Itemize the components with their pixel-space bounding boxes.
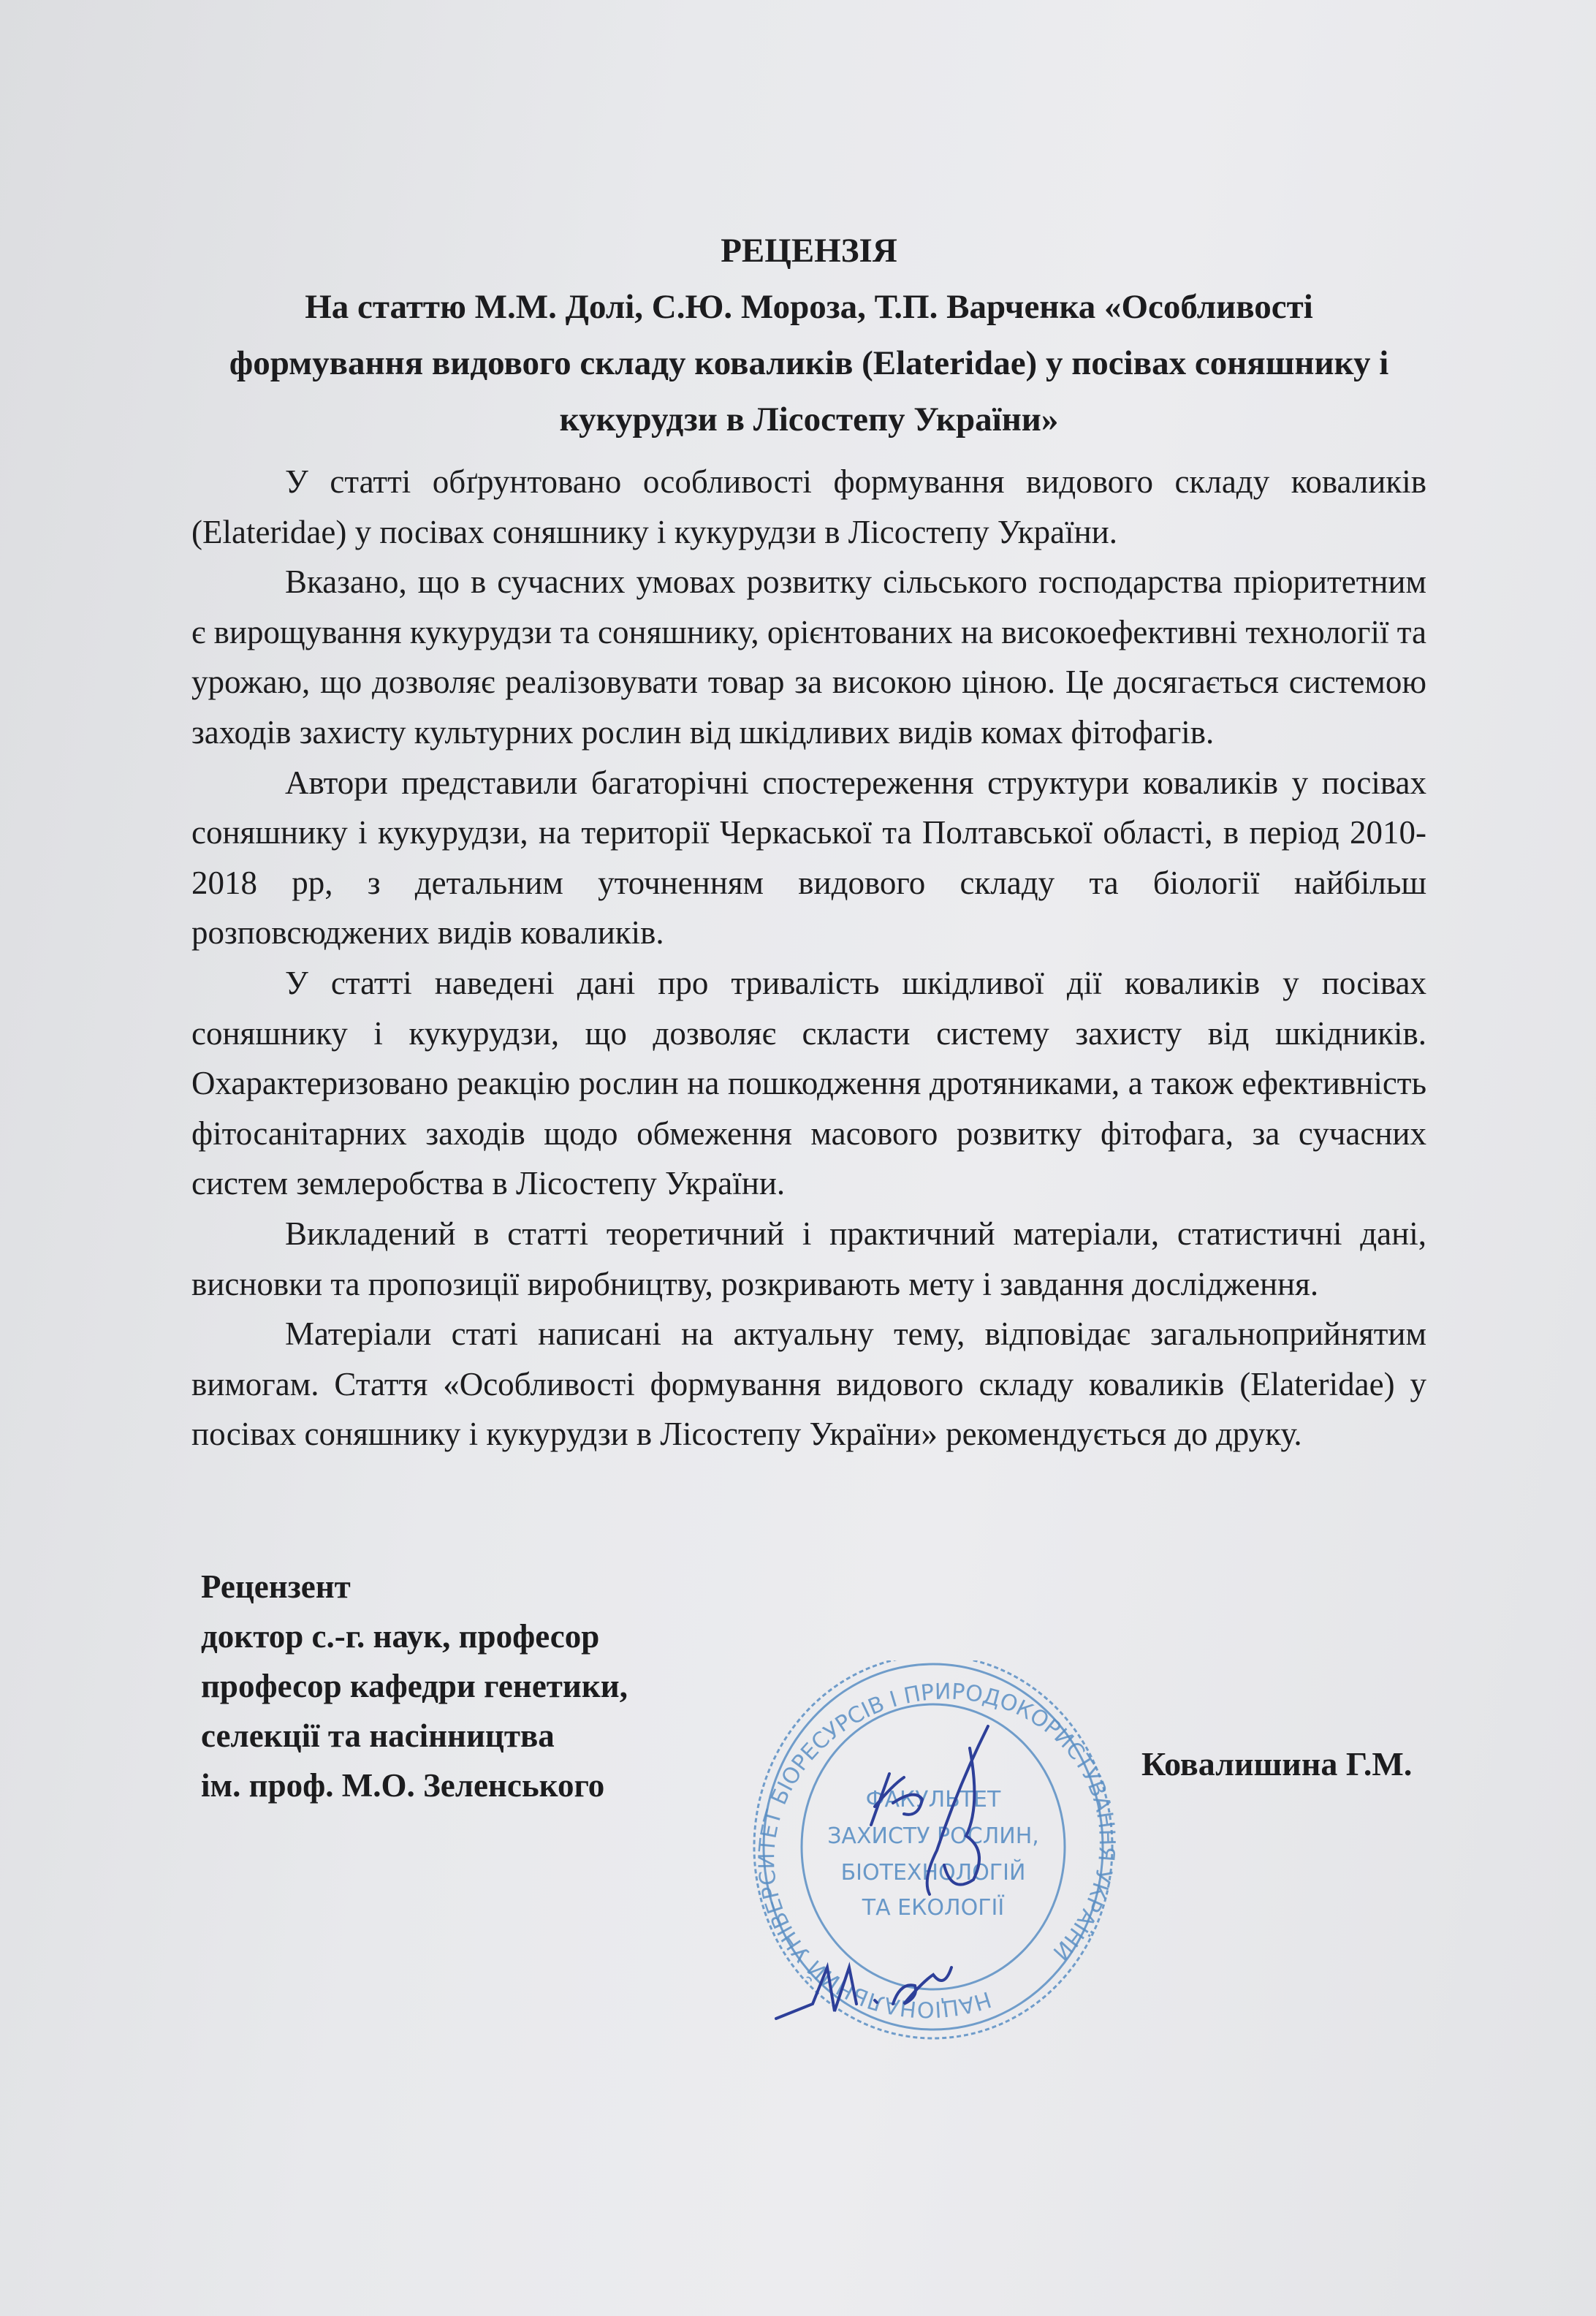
reviewer-block bbox=[201, 1562, 628, 1810]
reviewer-line: ім. проф. М.О. Зеленського bbox=[201, 1766, 605, 1804]
stamp-text: БІОТЕХНОЛОГІЙ bbox=[840, 1859, 1026, 1886]
official-stamp bbox=[747, 1660, 1127, 2040]
subtitle-line: кукурудзи в Лісостепу України» bbox=[559, 400, 1059, 438]
paragraph: Вказано, що в сучасних умовах розвитку сільського господарства пріоритетним є вирощування кукурудзи та соняшнику, орієнтованих на високоефективні технології та урожаю, що дозволяє реалізовувати товар за високою ціною. Це досягається системою заходів захисту культурних рослин від шкідливих видів комах фітофагів. bbox=[191, 563, 1426, 751]
stamp-text: ЗАХИСТУ РОСЛИН, bbox=[827, 1823, 1039, 1849]
subtitle-line: На статтю М.М. Долі, С.Ю. Мороза, Т.П. Варченка «Особливості bbox=[305, 288, 1313, 326]
document-header bbox=[191, 223, 1426, 448]
reviewer-name: Ковалишина Г.М. bbox=[1141, 1744, 1413, 1782]
reviewer-line: селекції та насінництва bbox=[201, 1717, 555, 1754]
document-title: РЕЦЕНЗІЯ bbox=[721, 232, 897, 270]
paragraph: У статті обґрунтовано особливості формування видового складу коваликів (Elateridae) у посівах соняшнику і кукурудзи в Лісостепу України. bbox=[191, 463, 1426, 550]
reviewer-line: професор кафедри генетики, bbox=[201, 1667, 628, 1704]
reviewer-line: доктор с.-г. наук, професор bbox=[201, 1617, 600, 1655]
stamp-text: ФАКУЛЬТЕТ bbox=[865, 1786, 1001, 1812]
subtitle-line: формування видового складу коваликів (Elateridae) у посівах соняшнику і bbox=[229, 344, 1389, 382]
stamp-ring-text: НАЦІОНАЛЬНИЙ УНІВЕРСИТЕТ БІОРЕСУРСІВ І ПРИРОДОКОРИСТУВАННЯ УКРАЇНИ bbox=[754, 1679, 1120, 2022]
paragraph: Викладений в статті теоретичний і практичний матеріали, статистичні дані, висновки та пропозиції виробництву, розкривають мету і завдання дослідження. bbox=[191, 1215, 1426, 1302]
document-page bbox=[191, 223, 1426, 2030]
reviewer-line: Рецензент bbox=[201, 1568, 351, 1605]
signature-area bbox=[191, 1562, 1426, 2030]
stamp-text: ТА ЕКОЛОГІЇ bbox=[862, 1894, 1005, 1921]
paragraph: Автори представили багаторічні спостереження структури коваликів у посівах соняшнику і кукурудзи, на території Черкаської та Полтавської області, в період 2010-2018 рр, з детальним уточненням видового складу та біології найбільш розповсюджених видів коваликів. bbox=[191, 764, 1426, 952]
document-body bbox=[191, 457, 1426, 1459]
paragraph: У статті наведені дані про тривалість шкідливої дії коваликів у посівах соняшнику і кукурудзи, що дозволяє скласти систему захисту від шкідників. Охарактеризовано реакцію рослин на пошкодження дротяниками, а також ефективність фітосанітарних заходів щодо обмеження масового розвитку фітофага, за сучасних систем землеробства в Лісостепу України. bbox=[191, 964, 1426, 1202]
paragraph: Матеріали статі написані на актуальну тему, відповідає загальноприйнятим вимогам. Стаття «Особливості формування видового складу коваликів (Elateridae) у посівах соняшнику і кукурудзи в Лісостепу України» рекомендується до друку. bbox=[191, 1315, 1426, 1453]
